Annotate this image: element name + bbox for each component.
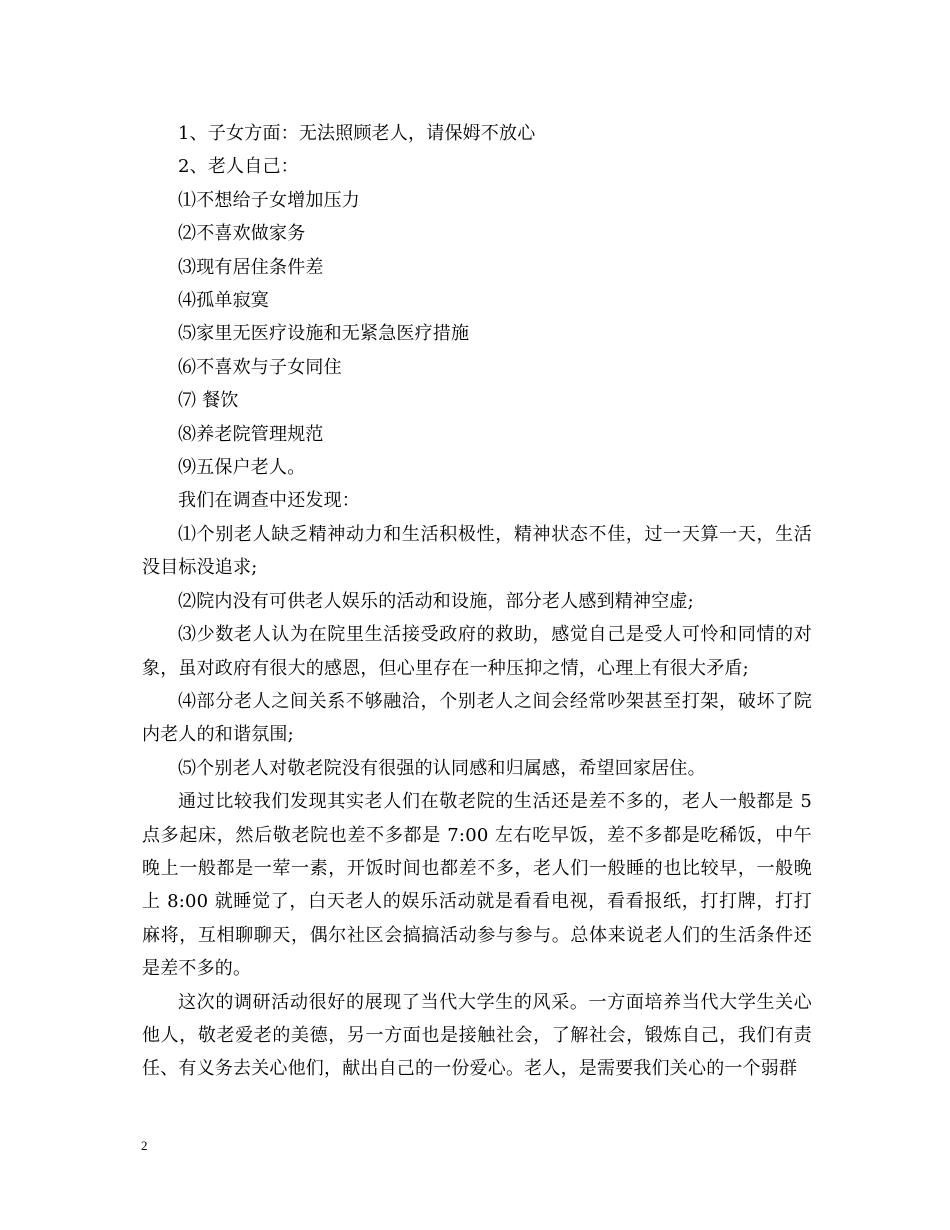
list-item-finding-1: ⑴个别老人缺乏精神动力和生活积极性，精神状态不佳，过一天算一天，生活没目标没追求;	[142, 523, 812, 579]
list-item-elder-reason-2: ⑵不喜欢做家务	[178, 223, 306, 245]
list-item-elder-reason-5: ⑸家里无医疗设施和无紧急医疗措施	[178, 323, 470, 345]
page-number: 2	[141, 1138, 148, 1153]
paragraph-findings-intro: 我们在调查中还发现：	[178, 490, 360, 512]
list-item-finding-2: ⑵院内没有可供老人娱乐的活动和设施，部分老人感到精神空虚;	[178, 590, 694, 612]
list-item-elder-reason-1: ⑴不想给子女增加压力	[178, 189, 360, 211]
list-item-elder-reason-4: ⑷孤单寂寞	[178, 290, 269, 312]
list-item-finding-5: ⑸个别老人对敬老院没有很强的认同感和归属感，希望回家居住。	[178, 757, 706, 779]
list-item-elder-reason-8: ⑻养老院管理规范	[178, 423, 324, 445]
paragraph-daily-life: 通过比较我们发现其实老人们在敬老院的生活还是差不多的，老人一般都是 5 点多起床，然后敬老院也差不多都是 7:00 左右吃早饭，差不多都是吃稀饭，中午晚上一般都是一荤一素，开饭时间也都差不多，老人们一般睡的也比较早，一般晚上 8:00 就睡觉了，白天老人的娱乐活动就是看看电视，看看报纸，打打牌，打打麻将，互相聊聊天，偶尔社区会搞搞活动参与参与。总体来说老人们的生活条件还是差不多的。	[142, 791, 812, 980]
list-item-finding-4: ⑷部分老人之间关系不够融洽，个别老人之间会经常吵架甚至打架，破坏了院内老人的和谐氛围;	[142, 690, 812, 746]
list-item-elder-reason-6: ⑹不喜欢与子女同住	[178, 356, 342, 378]
paragraph-conclusion: 这次的调研活动很好的展现了当代大学生的风采。一方面培养当代大学生关心他人，敬老爱老的美德，另一方面也是接触社会，了解社会，锻炼自己，我们有责任、有义务去关心他们，献出自己的一份爱心。老人，是需要我们关心的一个弱群	[142, 991, 812, 1080]
document-body	[142, 117, 812, 1086]
list-item-elder-reason-3: ⑶现有居住条件差	[178, 256, 324, 278]
paragraph-elder-heading: 2、老人自己：	[178, 156, 299, 178]
list-item-finding-3: ⑶少数老人认为在院里生活接受政府的救助，感觉自己是受人可怜和同情的对象，虽对政府有很大的感恩，但心里存在一种压抑之情，心理上有很大矛盾;	[142, 624, 812, 679]
list-item-elder-reason-7: ⑺ 餐饮	[178, 390, 239, 412]
list-item-elder-reason-9: ⑼五保户老人。	[178, 457, 306, 479]
paragraph-child-reason: 1、子女方面：无法照顾老人，请保姆不放心	[178, 123, 536, 144]
